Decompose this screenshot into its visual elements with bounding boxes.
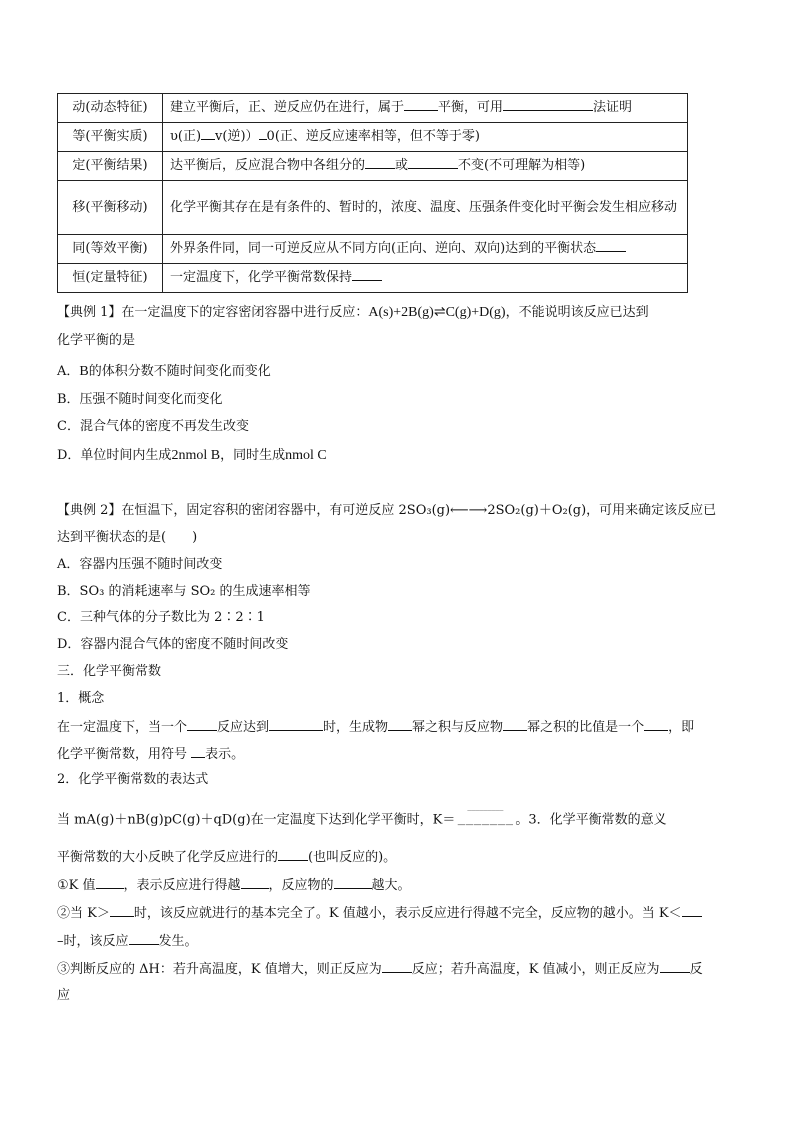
table-row bbox=[58, 264, 688, 293]
option-c: C．三种气体的分子数比为 2∶2∶1 bbox=[57, 610, 265, 625]
concept-text: 在一定温度下，当一个 反应达到 时，生成物 幂之积与反应物 幂之积的比值是一个 ，即 bbox=[57, 717, 739, 737]
row-key: 定(平衡结果) bbox=[58, 152, 163, 181]
option-b: B．压强不随时间变化而变化 bbox=[57, 392, 223, 407]
row-text: 一定温度下，化学平衡常数保持 bbox=[163, 264, 688, 293]
table-row bbox=[58, 123, 688, 152]
table-row bbox=[58, 152, 688, 181]
option-a: A．容器内压强不随时间改变 bbox=[57, 557, 223, 572]
table-row bbox=[58, 235, 688, 264]
k-fraction: ‾‾‾‾‾‾‾‾‾ ——————— bbox=[457, 810, 514, 829]
meaning-item-2-cont: –时，该反应 发生。 bbox=[57, 931, 739, 951]
section-heading: 三．化学平衡常数 bbox=[57, 664, 162, 679]
meaning-item-3-cont: 应 bbox=[57, 988, 71, 1003]
reaction-equation: A(s)+2B(g)⇌C(g)+D(g) bbox=[368, 305, 506, 320]
row-text: 外界条件同，同一可逆反应从不同方向(正向、逆向、双向)达到的平衡状态 bbox=[163, 235, 688, 264]
meaning-item-3: ③判断反应的 ΔH：若升高温度，K 值增大，则正反应为 反应；若升高温度，K 值减小，则正反应为 反 bbox=[57, 959, 739, 979]
example1-question: 【典例 1】在一定温度下的定容密闭容器中进行反应：A(s)+2B(g)⇌C(g)+D(g)，不能说明该反应已达到 bbox=[57, 305, 649, 320]
example2-question: 【典例 2】在恒温下，固定容积的密闭容器中，有可逆反应 2SO₃(g)⟵⟶2SO₂(g)＋O₂(g)，可用来确定该反应已 bbox=[57, 503, 717, 518]
table-row bbox=[58, 181, 688, 235]
row-text: 建立平衡后，正、逆反应仍在进行，属于 平衡，可用 法证明 bbox=[163, 94, 688, 123]
subheading-expression: 2．化学平衡常数的表达式 bbox=[57, 772, 209, 787]
row-key: 同(等效平衡) bbox=[58, 235, 163, 264]
meaning-text: 平衡常数的大小反映了化学反应进行的 (也叫反应的)。 bbox=[57, 847, 739, 867]
example2-question-line2: 达到平衡状态的是( ) bbox=[57, 530, 198, 545]
concept-text-line2: 化学平衡常数，用符号 表示。 bbox=[57, 744, 739, 764]
table-row bbox=[58, 94, 688, 123]
example1-question-line2: 化学平衡的是 bbox=[57, 333, 136, 348]
option-b: B．SO₃ 的消耗速率与 SO₂ 的生成速率相等 bbox=[57, 584, 311, 599]
row-key: 动(动态特征) bbox=[58, 94, 163, 123]
row-text: 化学平衡其存在是有条件的、暂时的，浓度、温度、压强条件变化时平衡会发生相应移动 bbox=[163, 181, 688, 235]
row-text: 达平衡后，反应混合物中各组分的 或 不变(不可理解为相等) bbox=[163, 152, 688, 181]
option-d: D．单位时间内生成2nmol B，同时生成nmol C bbox=[57, 448, 327, 463]
option-c: C．混合气体的密度不再发生改变 bbox=[57, 419, 249, 434]
row-key: 等(平衡实质) bbox=[58, 123, 163, 152]
option-d: D．容器内混合气体的密度不随时间改变 bbox=[57, 637, 289, 652]
row-key: 恒(定量特征) bbox=[58, 264, 163, 293]
expression-text: 当 mA(g)＋nB(g)pC(g)＋qD(g)在一定温度下达到化学平衡时，K＝ ‾‾‾‾‾‾‾‾‾ ——————— 。3．化学平衡常数的意义 bbox=[57, 810, 667, 829]
row-text: υ(正) v(逆)） 0(正、逆反应速率相等，但不等于零) bbox=[163, 123, 688, 152]
row-key: 移(平衡移动) bbox=[58, 181, 163, 235]
subheading-concept: 1．概念 bbox=[57, 691, 105, 706]
meaning-item-2: ②当 K＞ 时，该反应就进行的基本完全了。K 值越小，表示反应进行得越不完全，反应物的越小。当 K＜ bbox=[57, 903, 739, 923]
meaning-item-1: ①K 值 ，表示反应进行得越 ，反应物的 越大。 bbox=[57, 875, 739, 895]
equilibrium-features-table bbox=[57, 93, 688, 293]
option-a: A．B的体积分数不随时间变化而变化 bbox=[57, 364, 271, 379]
